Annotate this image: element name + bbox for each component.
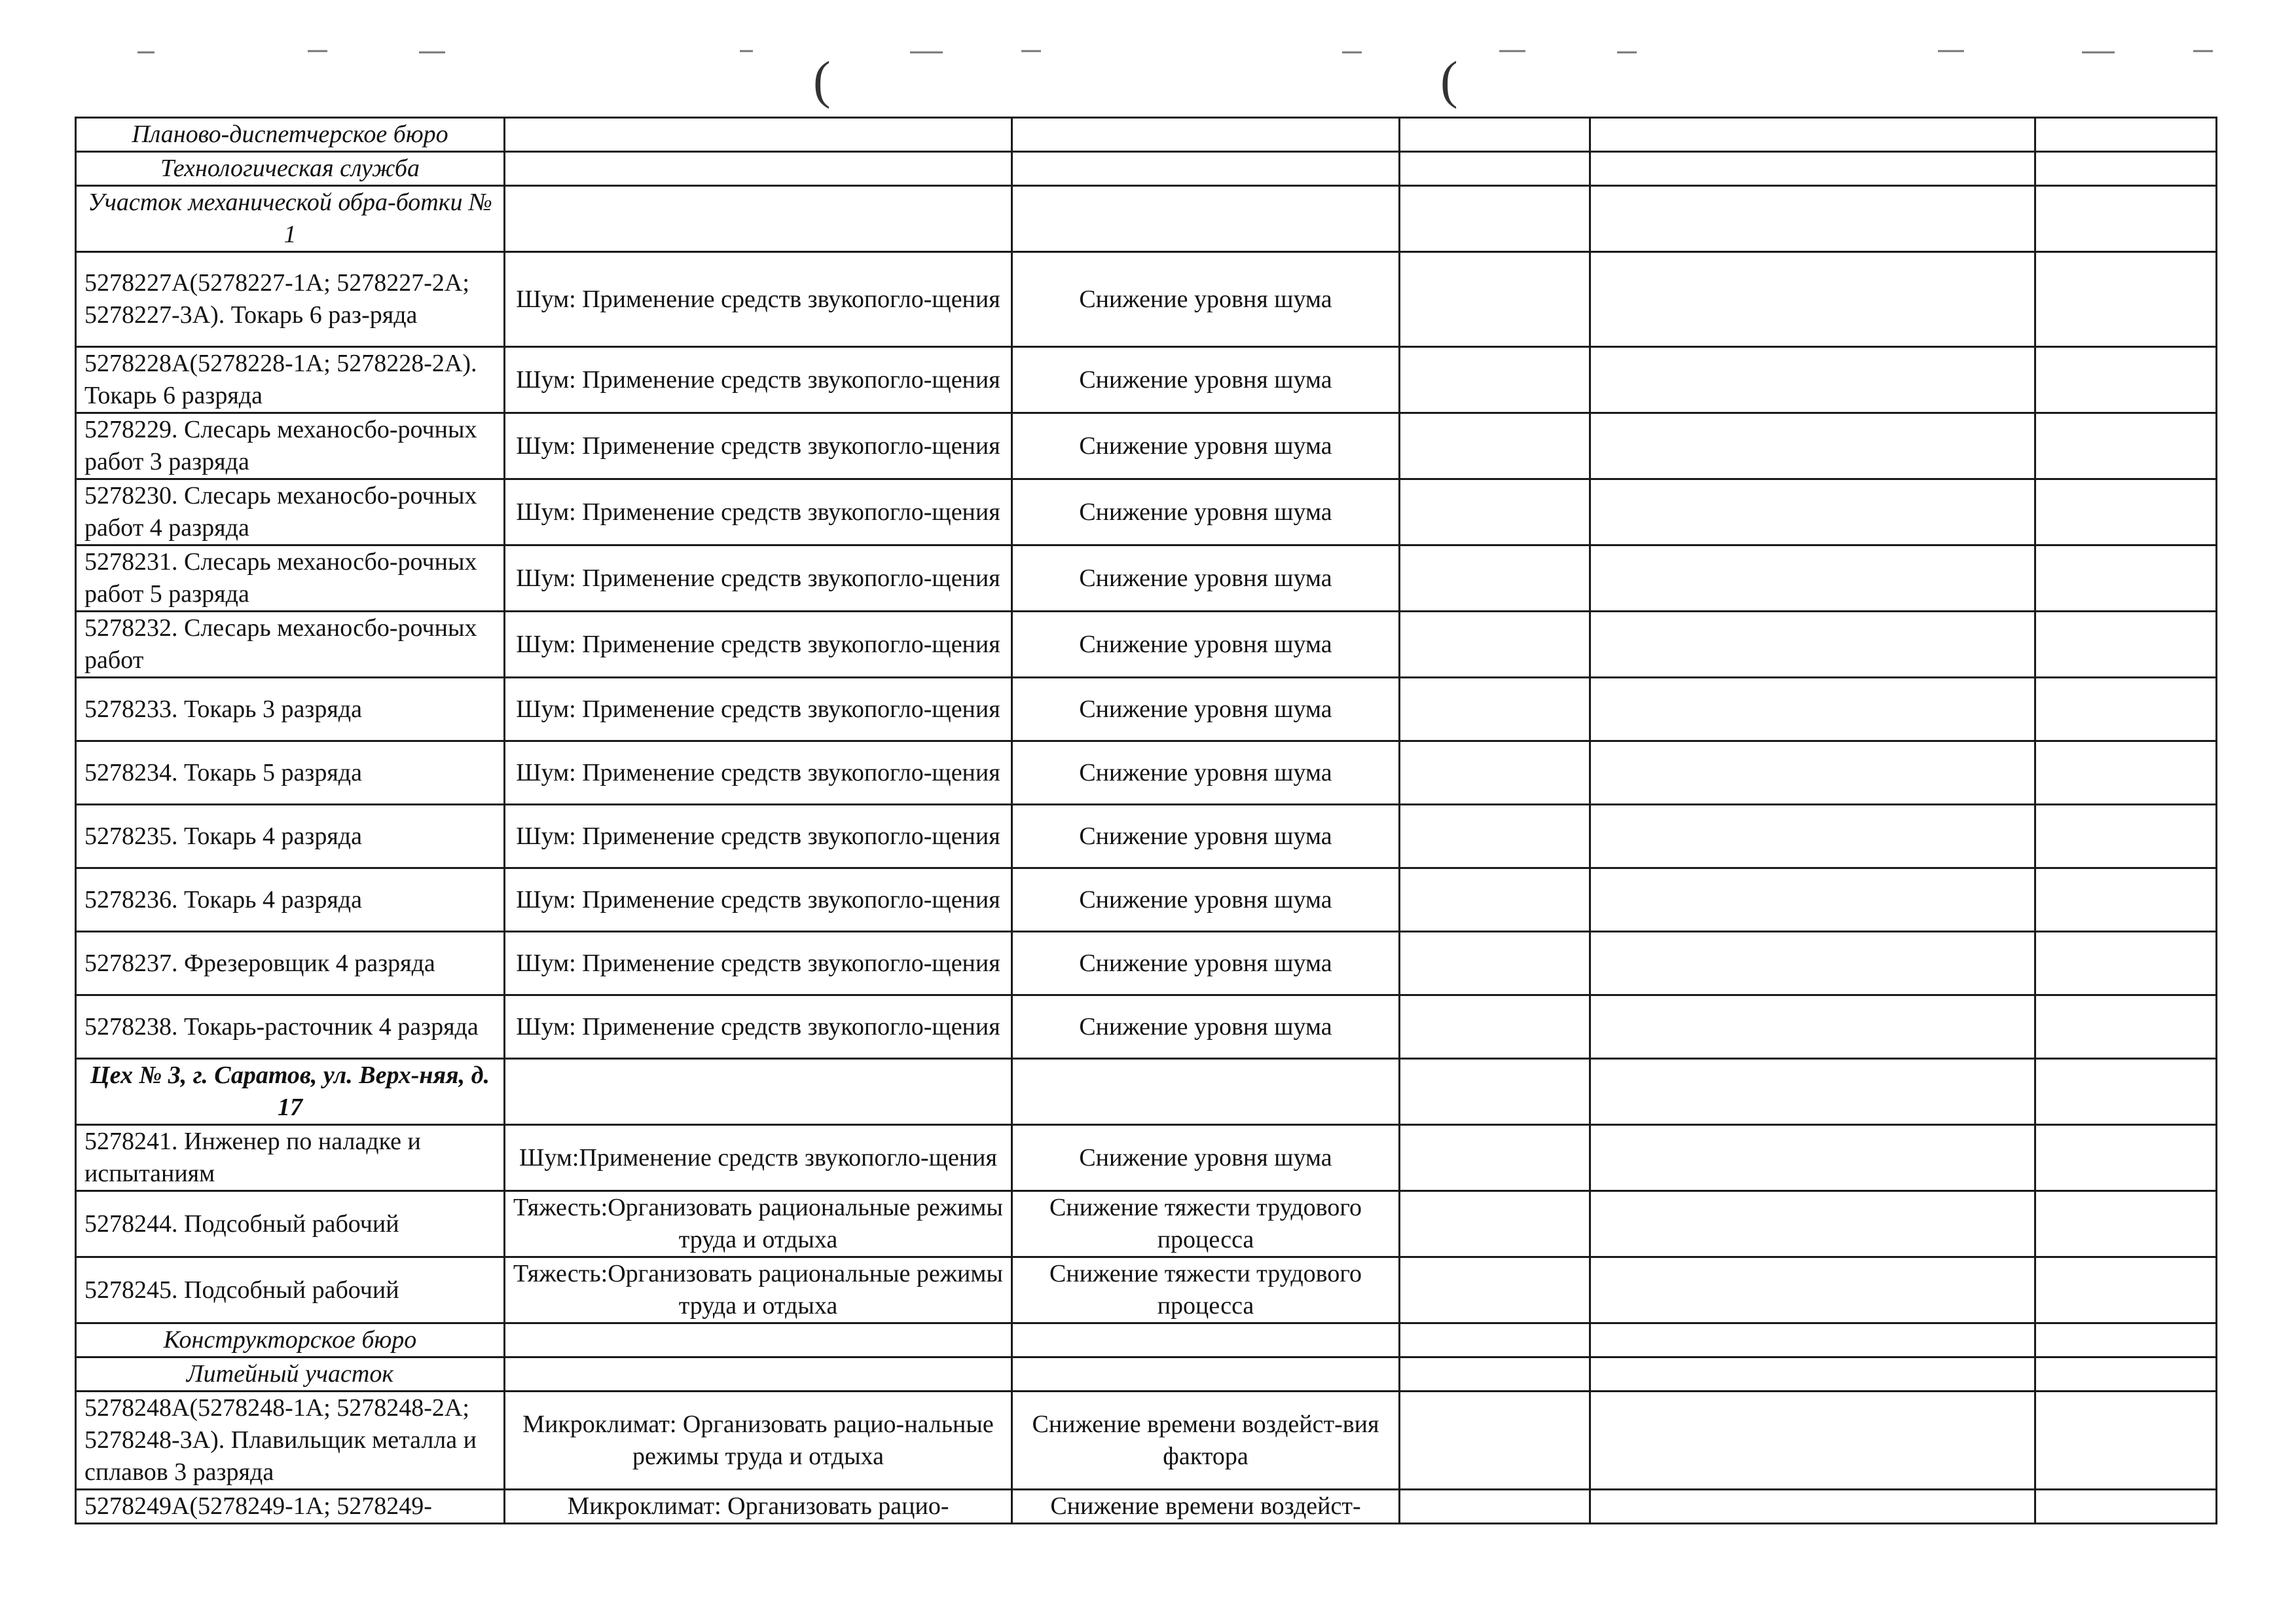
table-row	[76, 347, 2217, 413]
empty-cell	[1400, 868, 1590, 932]
table-row	[76, 1392, 2217, 1490]
table-row	[76, 612, 2217, 678]
section-title: Литейный участок	[76, 1357, 505, 1392]
goal-cell: Снижение уровня шума	[1012, 868, 1400, 932]
empty-cell	[1590, 868, 2035, 932]
table-row	[76, 805, 2217, 868]
empty-cell	[1400, 1191, 1590, 1257]
measure-cell: Шум: Применение средств звукопогло-щения	[505, 612, 1012, 678]
position-cell: 5278230. Слесарь механосбо-рочных работ 4 разряда	[76, 479, 505, 545]
position-cell: 5278228А(5278228-1А; 5278228-2А). Токарь 6 разряда	[76, 347, 505, 413]
position-cell: 5278249А(5278249-1А; 5278249-	[76, 1490, 505, 1524]
position-cell: 5278244. Подсобный рабочий	[76, 1191, 505, 1257]
table-row	[76, 1257, 2217, 1323]
goal-cell: Снижение уровня шума	[1012, 413, 1400, 479]
empty-cell	[1590, 413, 2035, 479]
goal-cell: Снижение времени воздейст-	[1012, 1490, 1400, 1524]
empty-cell	[1590, 805, 2035, 868]
measure-cell: Микроклимат: Организовать рацио-	[505, 1490, 1012, 1524]
scan-bracket-mark-left: (	[813, 52, 831, 109]
scan-bracket-mark-right: (	[1440, 52, 1458, 109]
empty-cell	[1590, 545, 2035, 612]
goal-cell	[1012, 152, 1400, 186]
goal-cell: Снижение уровня шума	[1012, 805, 1400, 868]
empty-cell	[1400, 1257, 1590, 1323]
measure-cell: Шум: Применение средств звукопогло-щения	[505, 805, 1012, 868]
section-row	[76, 186, 2217, 252]
table-row	[76, 678, 2217, 741]
measure-cell: Шум: Применение средств звукопогло-щения	[505, 678, 1012, 741]
section-row	[76, 1357, 2217, 1392]
empty-cell	[1590, 1257, 2035, 1323]
empty-cell	[1590, 1323, 2035, 1357]
empty-cell	[2035, 152, 2217, 186]
empty-cell	[1400, 1357, 1590, 1392]
measure-cell: Шум:Применение средств звукопогло-щения	[505, 1125, 1012, 1191]
goal-cell	[1012, 118, 1400, 152]
empty-cell	[2035, 118, 2217, 152]
measure-cell: Шум: Применение средств звукопогло-щения	[505, 479, 1012, 545]
position-cell: 5278233. Токарь 3 разряда	[76, 678, 505, 741]
position-cell: 5278229. Слесарь механосбо-рочных работ 3 разряда	[76, 413, 505, 479]
empty-cell	[1590, 932, 2035, 995]
empty-cell	[2035, 1257, 2217, 1323]
table-row	[76, 1490, 2217, 1524]
section-row	[76, 118, 2217, 152]
empty-cell	[2035, 805, 2217, 868]
position-cell: 5278241. Инженер по наладке и испытаниям	[76, 1125, 505, 1191]
empty-cell	[2035, 678, 2217, 741]
section-title: Цех № 3, г. Саратов, ул. Верх-няя, д. 17	[76, 1059, 505, 1125]
empty-cell	[1590, 612, 2035, 678]
empty-cell	[2035, 1357, 2217, 1392]
position-cell: 5278234. Токарь 5 разряда	[76, 741, 505, 805]
measure-cell: Шум: Применение средств звукопогло-щения	[505, 347, 1012, 413]
measure-cell	[505, 118, 1012, 152]
empty-cell	[1590, 1191, 2035, 1257]
empty-cell	[1400, 1059, 1590, 1125]
section-title: Участок механической обра-ботки № 1	[76, 186, 505, 252]
section-row	[76, 1323, 2217, 1357]
empty-cell	[1400, 678, 1590, 741]
position-cell: 5278245. Подсобный рабочий	[76, 1257, 505, 1323]
position-cell: 5278235. Токарь 4 разряда	[76, 805, 505, 868]
goal-cell: Снижение уровня шума	[1012, 741, 1400, 805]
measure-cell: Шум: Применение средств звукопогло-щения	[505, 252, 1012, 347]
measure-cell: Шум: Применение средств звукопогло-щения	[505, 995, 1012, 1059]
empty-cell	[1400, 186, 1590, 252]
table-row	[76, 868, 2217, 932]
section-title: Технологическая служба	[76, 152, 505, 186]
goal-cell: Снижение уровня шума	[1012, 612, 1400, 678]
measure-cell: Микроклимат: Организовать рацио-нальные режимы труда и отдыха	[505, 1392, 1012, 1490]
measure-cell	[505, 1059, 1012, 1125]
measure-cell: Шум: Применение средств звукопогло-щения	[505, 741, 1012, 805]
empty-cell	[1590, 479, 2035, 545]
goal-cell: Снижение уровня шума	[1012, 252, 1400, 347]
empty-cell	[1400, 932, 1590, 995]
section-row	[76, 152, 2217, 186]
table-row	[76, 1125, 2217, 1191]
empty-cell	[1590, 1490, 2035, 1524]
measure-cell: Шум: Применение средств звукопогло-щения	[505, 932, 1012, 995]
empty-cell	[2035, 545, 2217, 612]
table-row	[76, 1191, 2217, 1257]
measure-cell	[505, 152, 1012, 186]
empty-cell	[2035, 1125, 2217, 1191]
empty-cell	[1590, 1392, 2035, 1490]
goal-cell	[1012, 186, 1400, 252]
measure-cell	[505, 1357, 1012, 1392]
section-title: Планово-диспетчерское бюро	[76, 118, 505, 152]
position-cell: 5278236. Токарь 4 разряда	[76, 868, 505, 932]
table-body	[76, 118, 2217, 1524]
measure-cell: Тяжесть:Организовать рациональные режимы труда и отдыха	[505, 1257, 1012, 1323]
position-cell: 5278237. Фрезеровщик 4 разряда	[76, 932, 505, 995]
measure-cell: Тяжесть:Организовать рациональные режимы труда и отдыха	[505, 1191, 1012, 1257]
measure-cell: Шум: Применение средств звукопогло-щения	[505, 413, 1012, 479]
empty-cell	[2035, 868, 2217, 932]
goal-cell: Снижение уровня шума	[1012, 347, 1400, 413]
empty-cell	[1400, 805, 1590, 868]
goal-cell: Снижение тяжести трудового процесса	[1012, 1191, 1400, 1257]
goal-cell	[1012, 1357, 1400, 1392]
empty-cell	[2035, 1323, 2217, 1357]
section-title: Конструкторское бюро	[76, 1323, 505, 1357]
goal-cell: Снижение уровня шума	[1012, 479, 1400, 545]
empty-cell	[1590, 741, 2035, 805]
goal-cell	[1012, 1323, 1400, 1357]
table-row	[76, 252, 2217, 347]
table-row	[76, 479, 2217, 545]
empty-cell	[2035, 1490, 2217, 1524]
empty-cell	[1400, 252, 1590, 347]
position-cell: 5278232. Слесарь механосбо-рочных работ	[76, 612, 505, 678]
empty-cell	[1590, 252, 2035, 347]
table-row	[76, 741, 2217, 805]
empty-cell	[1400, 413, 1590, 479]
empty-cell	[1400, 545, 1590, 612]
empty-cell	[1400, 1323, 1590, 1357]
empty-cell	[1590, 678, 2035, 741]
goal-cell: Снижение тяжести трудового процесса	[1012, 1257, 1400, 1323]
table-row	[76, 413, 2217, 479]
empty-cell	[2035, 1191, 2217, 1257]
empty-cell	[1590, 347, 2035, 413]
goal-cell: Снижение времени воздейст-вия фактора	[1012, 1392, 1400, 1490]
position-cell: 5278238. Токарь-расточник 4 разряда	[76, 995, 505, 1059]
empty-cell	[1400, 995, 1590, 1059]
empty-cell	[1400, 479, 1590, 545]
measure-cell	[505, 1323, 1012, 1357]
empty-cell	[1400, 347, 1590, 413]
measure-cell	[505, 186, 1012, 252]
empty-cell	[1590, 152, 2035, 186]
measures-table	[75, 117, 2217, 1524]
empty-cell	[1400, 612, 1590, 678]
goal-cell: Снижение уровня шума	[1012, 678, 1400, 741]
empty-cell	[1590, 186, 2035, 252]
empty-cell	[2035, 347, 2217, 413]
position-cell: 5278231. Слесарь механосбо-рочных работ 5 разряда	[76, 545, 505, 612]
goal-cell: Снижение уровня шума	[1012, 545, 1400, 612]
scan-artifacts	[0, 0, 2296, 92]
goal-cell: Снижение уровня шума	[1012, 995, 1400, 1059]
empty-cell	[1590, 995, 2035, 1059]
empty-cell	[2035, 186, 2217, 252]
empty-cell	[2035, 252, 2217, 347]
goal-cell: Снижение уровня шума	[1012, 1125, 1400, 1191]
empty-cell	[1590, 1125, 2035, 1191]
empty-cell	[2035, 995, 2217, 1059]
empty-cell	[1590, 118, 2035, 152]
table-row	[76, 932, 2217, 995]
position-cell: 5278248А(5278248-1А; 5278248-2А; 5278248-3А). Плавильщик металла и сплавов 3 разряда	[76, 1392, 505, 1490]
goal-cell: Снижение уровня шума	[1012, 932, 1400, 995]
empty-cell	[2035, 413, 2217, 479]
empty-cell	[2035, 1392, 2217, 1490]
section-row	[76, 1059, 2217, 1125]
empty-cell	[1400, 741, 1590, 805]
goal-cell	[1012, 1059, 1400, 1125]
empty-cell	[1400, 1392, 1590, 1490]
empty-cell	[1400, 1490, 1590, 1524]
measure-cell: Шум: Применение средств звукопогло-щения	[505, 868, 1012, 932]
empty-cell	[1590, 1357, 2035, 1392]
position-cell: 5278227А(5278227-1А; 5278227-2А; 5278227-3А). Токарь 6 раз-ряда	[76, 252, 505, 347]
empty-cell	[1400, 118, 1590, 152]
empty-cell	[2035, 932, 2217, 995]
empty-cell	[2035, 741, 2217, 805]
empty-cell	[1400, 1125, 1590, 1191]
empty-cell	[1400, 152, 1590, 186]
empty-cell	[1590, 1059, 2035, 1125]
table-row	[76, 995, 2217, 1059]
empty-cell	[2035, 612, 2217, 678]
empty-cell	[2035, 1059, 2217, 1125]
table-row	[76, 545, 2217, 612]
measure-cell: Шум: Применение средств звукопогло-щения	[505, 545, 1012, 612]
empty-cell	[2035, 479, 2217, 545]
